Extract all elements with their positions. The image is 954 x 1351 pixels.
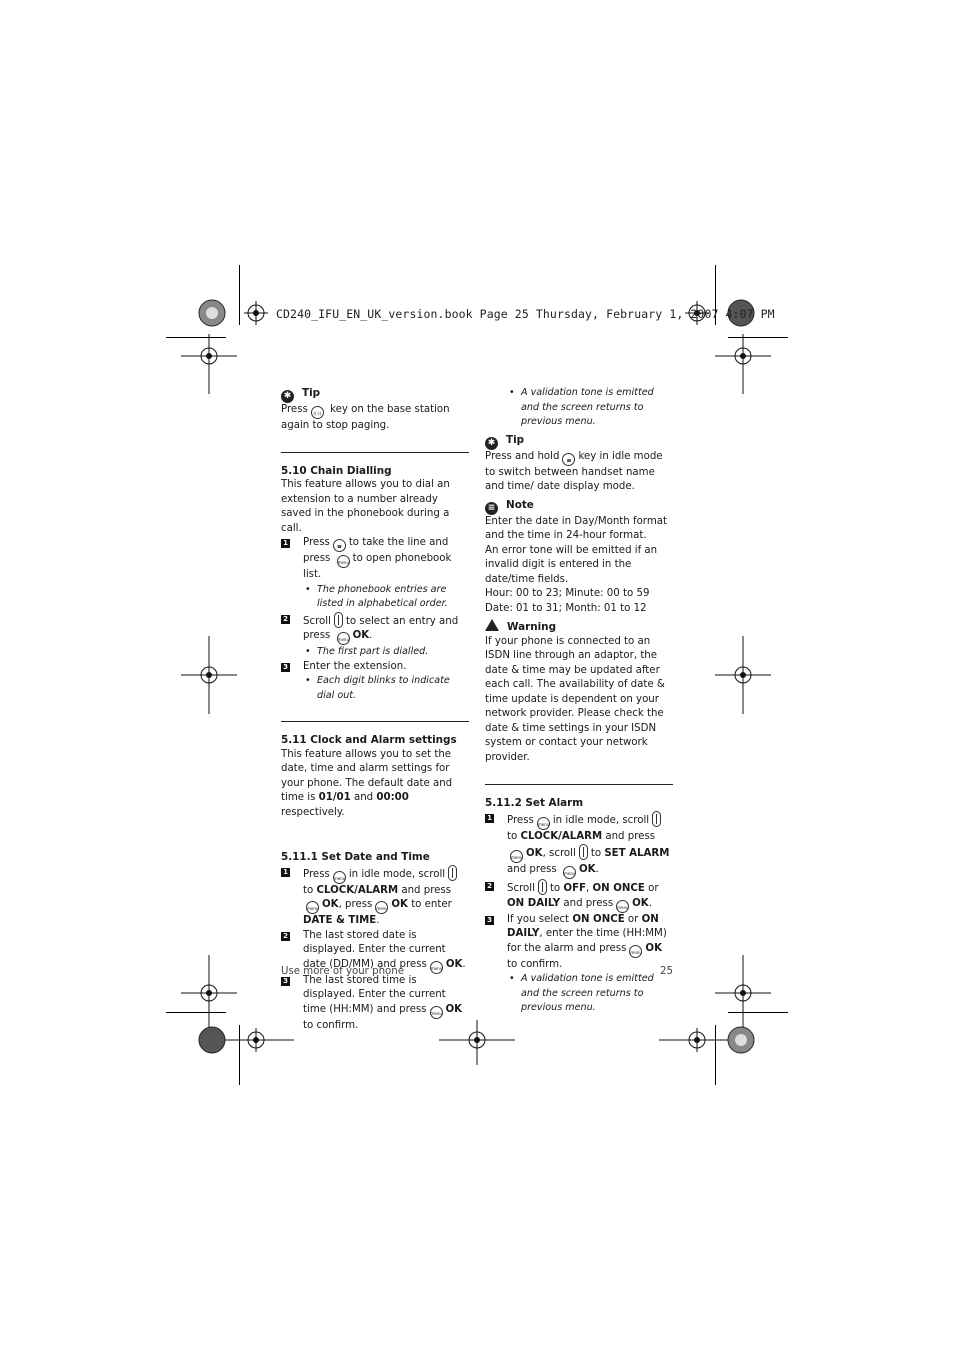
menu-key-icon: menu — [616, 900, 629, 913]
menu-key-icon: menu — [430, 1006, 443, 1019]
scroll-key-icon — [579, 844, 588, 860]
menu-key-icon: menu — [375, 901, 388, 914]
talk-key-icon: ☎ — [333, 539, 346, 552]
left-column — [281, 386, 469, 1033]
tip-icon: ✱ — [485, 437, 498, 450]
section-title: 5.10 Chain Dialling — [281, 464, 392, 477]
paragraph: Date: 01 to 31; Month: 01 to 12 — [485, 602, 647, 614]
menu-key-icon: menu — [337, 555, 350, 568]
menu-key-icon: menu — [333, 871, 346, 884]
step: 3 Enter the extension. — [281, 660, 469, 675]
print-header: CD240_IFU_EN_UK_version.book Page 25 Thursday, February 1, 2007 4:07 PM — [276, 307, 775, 321]
section-title: 5.11 Clock and Alarm settings — [281, 734, 457, 746]
paragraph: An error tone will be emitted if an invalid digit is entered in the date/time fields. — [485, 544, 658, 585]
scroll-key-icon — [448, 865, 457, 881]
bullet-note: • A validation tone is emitted and the screen returns to previous menu. — [485, 972, 673, 1016]
step: 3 The last stored time is displayed. Enter the current time (HH:MM) and press menu OK to confirm. — [281, 974, 469, 1034]
menu-key-icon: menu — [337, 632, 350, 645]
menu-key-icon: menu — [537, 817, 550, 830]
tip-icon: ✱ — [281, 390, 294, 403]
step: 1 Press menu in idle mode, scrollto CLOCK/ALARM and pressmenu OK, press menu OK to enter DATE & TIME. — [281, 865, 469, 929]
warning-title: Warning — [507, 621, 557, 633]
paging-key-icon: ((·)) — [311, 406, 324, 419]
section-divider — [485, 784, 673, 785]
paragraph: If your phone is connected to an ISDN line through an adaptor, the date & time may be updated after each call. The availability of date & time update is dependent on your network provider. Please check the date & time settings in your ISDN system or contact your network provider. — [485, 635, 665, 763]
page-number: 25 — [660, 966, 673, 977]
paragraph: This feature allows you to dial an extension to a number already saved in the phonebook during a call. — [281, 479, 450, 534]
paragraph: This feature allows you to set the date, time and alarm settings for your phone. The default date and time is 01/01 and 00:00 respectively. — [281, 748, 453, 818]
subsection-title: 5.11.2 Set Alarm — [485, 797, 584, 809]
menu-key-icon: menu — [430, 961, 443, 974]
color-wheel-icon — [199, 1027, 225, 1053]
tip-title: Tip — [302, 387, 321, 399]
scroll-key-icon — [652, 811, 661, 827]
step: 2 Scroll to OFF, ON ONCE or ON DAILY and press menu OK. — [485, 879, 673, 913]
menu-key-icon: menu — [510, 850, 523, 863]
menu-key-icon: menu — [306, 901, 319, 914]
footer-section: Use more of your phone — [281, 966, 404, 977]
tip-text: Press and hold ☎ key in idle mode to switch between handset name and time/ date display mode. — [485, 450, 663, 492]
section-divider — [281, 721, 469, 722]
menu-key-icon: menu — [629, 945, 642, 958]
scroll-key-icon — [538, 879, 547, 895]
step: 2 Scroll to select an entry and press menu OK. — [281, 612, 469, 646]
note-icon: ≡ — [485, 502, 498, 515]
color-wheel-icon — [199, 300, 225, 326]
bullet-note: • A validation tone is emitted and the screen returns to previous menu. — [485, 386, 673, 430]
scroll-key-icon — [334, 612, 343, 628]
tip-text: Press ((·)) key on the base station again to stop paging. — [281, 404, 450, 431]
right-column — [485, 386, 673, 1016]
menu-key-icon: menu — [563, 866, 576, 879]
tip-title: Tip — [506, 433, 525, 446]
step: 2 The last stored date is displayed. Enter the current date (DD/MM) and press menu OK. — [281, 929, 469, 974]
color-wheel-icon — [728, 1027, 754, 1053]
bullet-note: • Each digit blinks to indicate dial out. — [281, 674, 469, 703]
paragraph: Hour: 00 to 23; Minute: 00 to 59 — [485, 588, 650, 599]
step: 1 Press ☎ to take the line and press menu to open phonebook list. — [281, 536, 469, 583]
warning-triangle-icon — [485, 619, 499, 631]
step: 1 Press menu in idle mode, scrollto CLOCK/ALARM and pressmenu OK, scroll to SET ALARM and press menu OK. — [485, 811, 673, 880]
bullet-note: • The phonebook entries are listed in alphabetical order. — [281, 583, 469, 612]
subsection-title: 5.11.1 Set Date and Time — [281, 851, 430, 863]
registration-target-icon — [181, 334, 237, 394]
bullet-note: • The first part is dialled. — [281, 645, 469, 660]
step: 3 If you select ON ONCE or ON DAILY, enter the time (HH:MM) for the alarm and press menu OK to confirm. — [485, 913, 673, 973]
registration-target-icon — [715, 334, 771, 394]
note-title: Note — [506, 498, 534, 511]
paragraph: Enter the date in Day/Month format and the time in 24-hour format. — [485, 515, 667, 541]
section-divider — [281, 452, 469, 453]
talk-key-icon: ☎ — [562, 453, 575, 466]
